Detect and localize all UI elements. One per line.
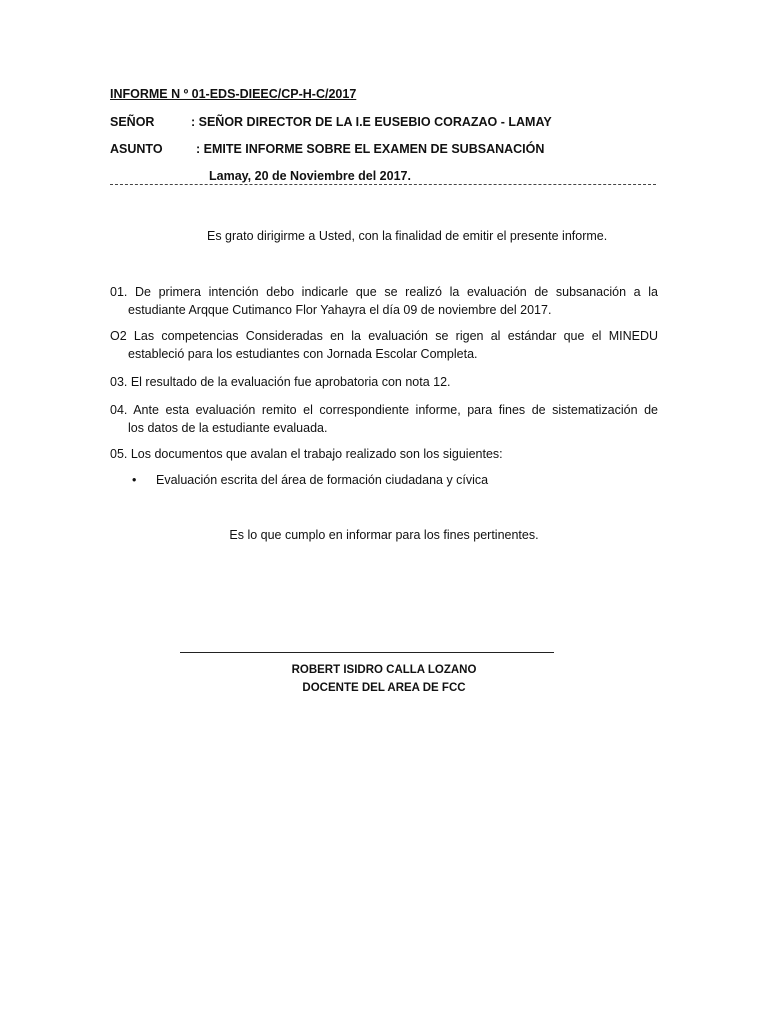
item-04-line2: los datos de la estudiante evaluada. [128,421,328,435]
item-01-line2: estudiante Arqque Cutimanco Flor Yahayra el día 09 de noviembre del 2017. [128,303,552,317]
senor-value: : SEÑOR DIRECTOR DE LA I.E EUSEBIO CORAZAO - LAMAY [191,115,552,129]
senor-label: SEÑOR [110,115,155,129]
signer-title: DOCENTE DEL AREA DE FCC [302,682,466,694]
item-02-line1: O2 Las competencias Consideradas en la evaluación se rigen al estándar que el MINEDU [110,329,658,343]
item-05 [110,445,658,463]
closing-text: Es lo que cumplo en informar para los fines pertinentes. [229,528,539,542]
informe-number: INFORME N º 01-EDS-DIEEC/CP-H-C/2017 [110,87,357,101]
date-line: Lamay, 20 de Noviembre del 2017. [209,169,411,183]
bullet-text: Evaluación escrita del área de formación ciudadana y cívica [156,473,489,487]
bullet-item [132,473,488,487]
signer-name: ROBERT ISIDRO CALLA LOZANO [291,664,477,676]
item-02 [110,327,658,363]
signature-line [180,652,554,653]
item-04 [110,401,658,437]
intro-text: Es grato dirigirme a Usted, con la finalidad de emitir el presente informe. [207,229,608,243]
item-01-line1: 01. De primera intención debo indicarle que se realizó la evaluación de subsanación a la [110,285,658,299]
item-03 [110,373,658,391]
item-04-line1: 04. Ante esta evaluación remito el correspondiente informe, para fines de sistematización de [110,403,658,417]
item-03-line1: 03. El resultado de la evaluación fue aprobatoria con nota 12. [110,375,451,389]
asunto-label: ASUNTO [110,142,163,156]
bullet-dot: • [132,473,137,487]
item-02-line2: estableció para los estudiantes con Jornada Escolar Completa. [128,347,478,361]
dashed-divider [110,184,656,185]
asunto-value: : EMITE INFORME SOBRE EL EXAMEN DE SUBSANACIÓN [196,142,545,156]
item-01 [110,283,658,319]
item-05-line1: 05. Los documentos que avalan el trabajo realizado son los siguientes: [110,447,503,461]
